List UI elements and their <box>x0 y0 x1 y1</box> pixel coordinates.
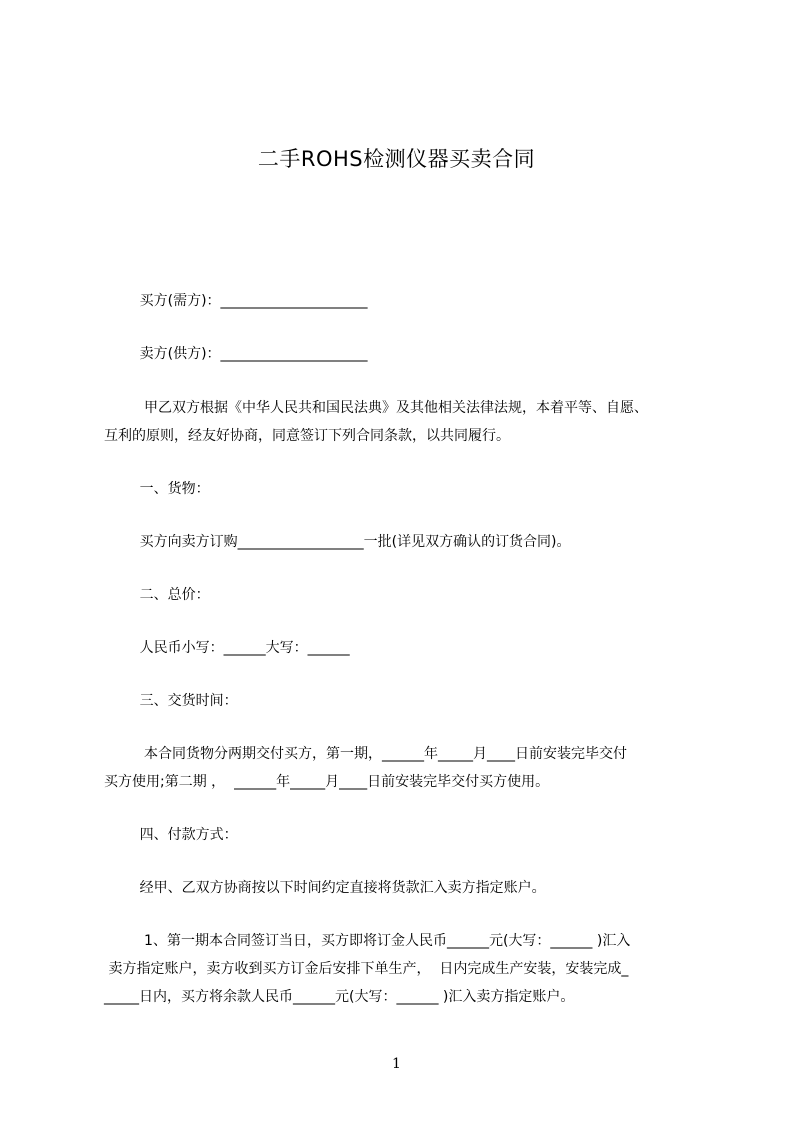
goods-line: 买方向卖方订购__________________一批(详见双方确认的订货合同)。 <box>104 534 571 550</box>
price-line: 人民币小写：______大写：______ <box>104 640 350 656</box>
section-heading-payment: 四、付款方式： <box>104 827 238 843</box>
page-number: 1 <box>392 1056 401 1072</box>
preamble-line-2: 互利的原则，经友好协商，同意签订下列合同条款，以共同履行。 <box>104 428 510 444</box>
payment-clause-1-line-2: 卖方指定账户，卖方收到买方订金后安排下单生产， 日内完成生产安装，安装完成_ <box>104 961 629 977</box>
delivery-line-2: 买方使用;第二期 ， ______年_____月____日前安装完毕交付买方使用。 <box>104 774 550 790</box>
payment-clause-1-line-3: _____日内，买方将余款人民币______元(大写：______ )汇入卖方指定账户。 <box>104 989 575 1005</box>
payment-intro-line: 经甲、乙双方协商按以下时间约定直接将货款汇入卖方指定账户。 <box>104 880 546 896</box>
buyer-line: 买方(需方)：_____________________ <box>104 293 368 309</box>
section-heading-delivery: 三、交货时间： <box>104 693 238 709</box>
section-heading-goods: 一、货物： <box>104 481 210 497</box>
seller-line: 卖方(供方)：_____________________ <box>104 346 368 362</box>
payment-clause-1-line-1: 1、第一期本合同签订当日，买方即将订金人民币______元(大写：______ )汇入 <box>104 933 631 949</box>
section-heading-price: 二、总价： <box>104 587 210 603</box>
preamble-line-1: 甲乙双方根据《中华人民共和国民法典》及其他相关法律法规，本着平等、自愿、 <box>104 400 649 416</box>
delivery-line-1: 本合同货物分两期交付买方，第一期，______年_____月____日前安装完毕交付 <box>104 746 628 762</box>
page-title: 二手ROHS检测仪器买卖合同 <box>257 147 536 171</box>
